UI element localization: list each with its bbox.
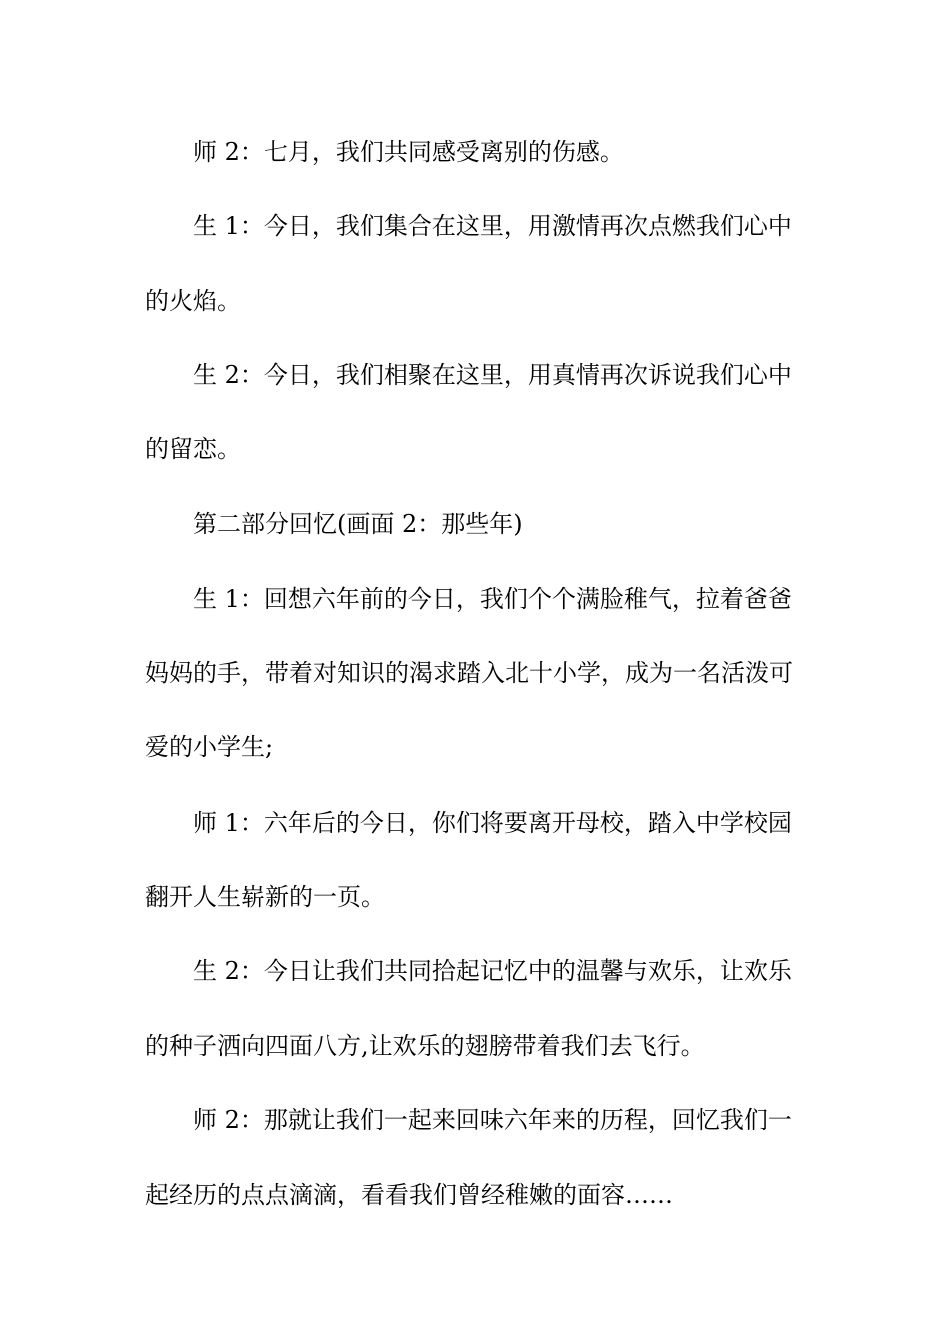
- paragraph-student2-today: 生 2：今日，我们相聚在这里，用真情再次诉说我们心中: [193, 361, 792, 389]
- paragraph-teacher2-journey: 师 2：那就让我们一起来回味六年来的历程，回忆我们一: [193, 1106, 792, 1134]
- paragraph-student2-today-cont: 的留恋。: [145, 435, 241, 463]
- paragraph-teacher1-sixyears: 师 1：六年后的今日，你们将要离开母校，踏入中学校园: [193, 809, 792, 837]
- paragraph-student1-today-cont: 的火焰。: [145, 287, 241, 315]
- paragraph-student2-memories-cont: 的种子洒向四面八方,让欢乐的翅膀带着我们去飞行。: [145, 1032, 705, 1060]
- paragraph-student1-recall-cont2: 爱的小学生;: [145, 733, 274, 761]
- paragraph-student2-memories: 生 2：今日让我们共同拾起记忆中的温馨与欢乐，让欢乐: [193, 957, 792, 985]
- paragraph-teacher1-sixyears-cont: 翻开人生崭新的一页。: [145, 883, 385, 911]
- paragraph-teacher2-july: 师 2：七月，我们共同感受离别的伤感。: [193, 138, 624, 166]
- paragraph-student1-recall: 生 1：回想六年前的今日，我们个个满脸稚气，拉着爸爸: [193, 585, 792, 613]
- paragraph-student1-recall-cont1: 妈妈的手，带着对知识的渴求踏入北十小学，成为一名活泼可: [145, 659, 793, 687]
- paragraph-student1-today: 生 1：今日，我们集合在这里，用激情再次点燃我们心中: [193, 212, 792, 240]
- section-heading-part2: 第二部分回忆(画面 2：那些年): [193, 510, 523, 538]
- paragraph-teacher2-journey-cont: 起经历的点点滴滴，看看我们曾经稚嫩的面容……: [145, 1181, 673, 1209]
